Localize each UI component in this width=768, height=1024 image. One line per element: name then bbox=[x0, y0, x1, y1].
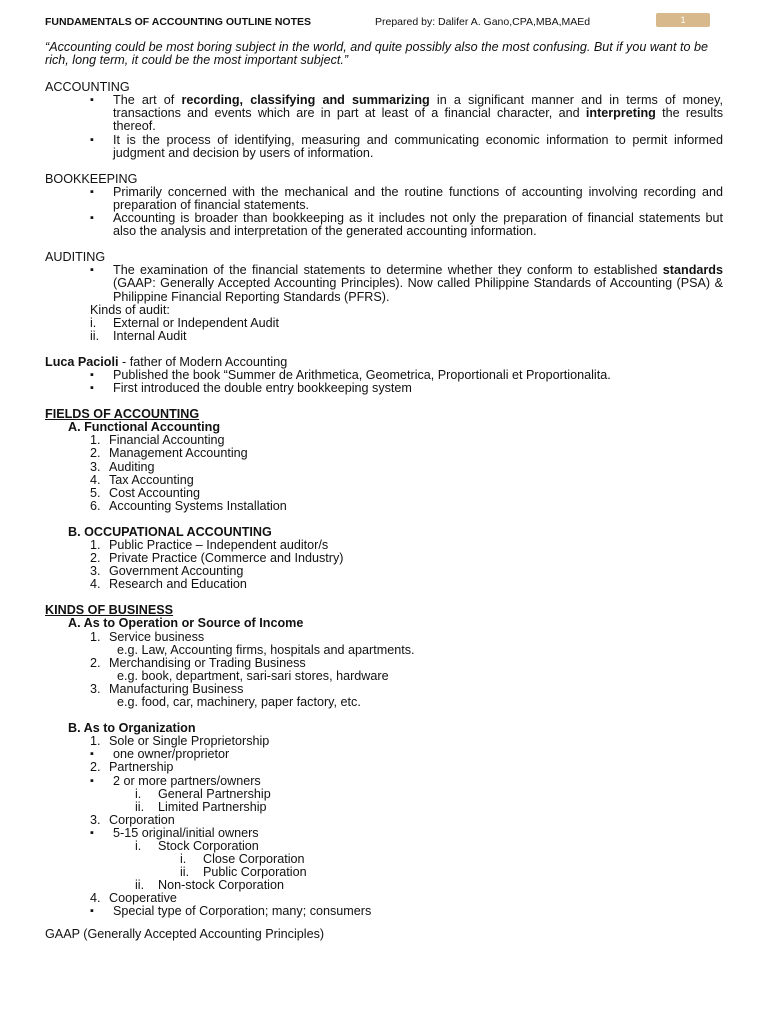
list-item: ii. Non-stock Corporation bbox=[135, 878, 284, 893]
bookkeeping-bullets bbox=[45, 186, 723, 238]
auditing-bullets bbox=[45, 264, 723, 303]
list-item: 5. Cost Accounting bbox=[90, 485, 201, 500]
list-item: 4. Cooperative bbox=[90, 891, 177, 906]
list-item: 1. Service business bbox=[90, 629, 205, 644]
list-item: ▪ The art of recording, classifying and summarizing in a significant manner and in terms of money, transactions and events which are in part at least of a financial character, and interpreting the results thereof. bbox=[113, 94, 723, 133]
list-item: ii. Public Corporation bbox=[180, 865, 307, 880]
list-item: 4. Research and Education bbox=[90, 577, 247, 592]
list-item: 2. Partnership bbox=[90, 760, 174, 775]
gaap-line: GAAP (Generally Accepted Accounting Principles) bbox=[45, 926, 325, 941]
pacioli-line: Luca Pacioli - father of Modern Accounting bbox=[45, 354, 288, 369]
list-item: ▪ one owner/proprietor bbox=[90, 747, 230, 762]
list-item: ▪ 5-15 original/initial owners bbox=[90, 825, 259, 840]
example-line: e.g. food, car, machinery, paper factory, etc. bbox=[117, 695, 361, 710]
section-heading-bookkeeping: BOOKKEEPING bbox=[45, 171, 138, 186]
list-item: ▪ Primarily concerned with the mechanical and the routine functions of accounting involving recording and preparation of financial statements. bbox=[113, 186, 723, 212]
list-item: 4. Tax Accounting bbox=[90, 472, 194, 487]
list-item: i. Close Corporation bbox=[180, 852, 305, 867]
subheading-occupational: B. OCCUPATIONAL ACCOUNTING bbox=[68, 524, 272, 539]
list-item: 1. Public Practice – Independent auditor/s bbox=[90, 538, 329, 552]
accounting-bullets bbox=[45, 94, 723, 159]
subheading-functional: A. Functional Accounting bbox=[68, 420, 221, 435]
section-heading-business: KINDS OF BUSINESS bbox=[45, 603, 174, 618]
list-item: 1. Sole or Single Proprietorship bbox=[90, 734, 270, 749]
example-line: e.g. book, department, sari-sari stores, hardware bbox=[117, 668, 389, 683]
list-item: ▪ Accounting is broader than bookkeeping as it includes not only the preparation of financial statements but also the analysis and interpretation of the generated accounting information. bbox=[113, 212, 723, 238]
pacioli-bullets bbox=[45, 369, 723, 395]
list-item: ▪ First introduced the double entry bookkeeping system bbox=[113, 382, 723, 395]
list-item: 3. Manufacturing Business bbox=[90, 681, 244, 696]
document-body bbox=[45, 41, 723, 941]
prepared-by: Prepared by: Dalifer A. Gano,CPA,MBA,MAEd bbox=[375, 16, 591, 28]
list-item: 2. Merchandising or Trading Business bbox=[90, 655, 306, 670]
subheading-operation: A. As to Operation or Source of Income bbox=[68, 616, 304, 631]
list-item: 1. Financial Accounting bbox=[90, 433, 225, 448]
list-item: 3. Government Accounting bbox=[90, 564, 244, 579]
kinds-of-audit-label: Kinds of audit: bbox=[90, 302, 170, 317]
example-line: e.g. Law, Accounting firms, hospitals and apartments. bbox=[117, 642, 415, 657]
list-item: i. External or Independent Audit bbox=[90, 315, 279, 330]
list-item: ▪ The examination of the financial statements to determine whether they conform to established standards (GAAP: Generally Accepted Accounting Principles). Now called Philippine Standards of Accounting (PSA) & Philippine Financial Reporting Standards (PFRS). bbox=[113, 264, 723, 303]
section-heading-accounting: ACCOUNTING bbox=[45, 80, 130, 95]
list-item: 2. Private Practice (Commerce and Industry) bbox=[90, 551, 344, 566]
list-item: 2. Management Accounting bbox=[90, 446, 248, 461]
opening-quote: “Accounting could be most boring subject in the world, and quite possibly also the most confusing. But if you want to be rich, long term, it could be the most important subject.” bbox=[45, 40, 708, 68]
list-item: ▪ 2 or more partners/owners bbox=[90, 773, 261, 788]
list-item: i. Stock Corporation bbox=[135, 838, 259, 853]
page-header bbox=[45, 16, 711, 30]
list-item: 3. Auditing bbox=[90, 459, 155, 474]
list-item: ▪ Published the book “Summer de Arithmetica, Geometrica, Proportionali et Proportionalita. bbox=[113, 369, 723, 382]
list-item: ▪ It is the process of identifying, measuring and communicating economic information to permit informed judgment and decision by users of information. bbox=[113, 134, 723, 160]
section-heading-fields: FIELDS OF ACCOUNTING bbox=[45, 407, 200, 422]
list-item: 6. Accounting Systems Installation bbox=[90, 498, 287, 513]
list-item: i. General Partnership bbox=[135, 786, 271, 801]
list-item: 3. Corporation bbox=[90, 812, 175, 827]
section-heading-auditing: AUDITING bbox=[45, 250, 106, 265]
page-number-badge: 1 bbox=[656, 13, 710, 27]
subheading-organization: B. As to Organization bbox=[68, 721, 196, 736]
list-item: ii. Limited Partnership bbox=[135, 799, 267, 814]
document-title: FUNDAMENTALS OF ACCOUNTING OUTLINE NOTES bbox=[45, 16, 311, 28]
list-item: ii. Internal Audit bbox=[90, 328, 187, 343]
list-item: ▪ Special type of Corporation; many; consumers bbox=[90, 904, 372, 919]
